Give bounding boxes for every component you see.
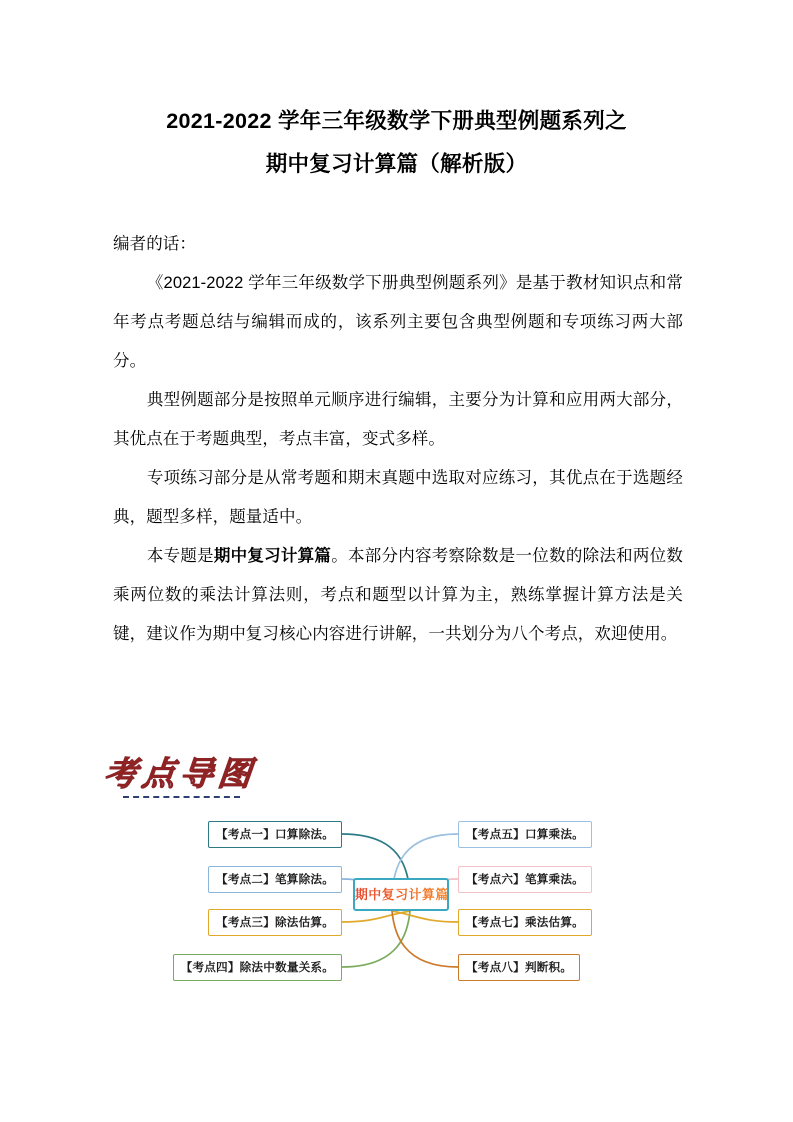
mindmap-node-left-3-label: 【考点三】除法估算。 bbox=[216, 916, 334, 929]
paragraph-4-prefix: 本专题是 bbox=[146, 547, 214, 565]
mindmap-center-label: 期中复习计算篇 bbox=[355, 887, 449, 902]
page-title bbox=[113, 100, 680, 186]
mindmap-node-left-4-label: 【考点四】除法中数量关系。 bbox=[180, 961, 334, 974]
mindmap-node-left-2[interactable] bbox=[208, 866, 342, 893]
paragraph-4 bbox=[113, 537, 683, 654]
document-body bbox=[113, 225, 683, 654]
mindmap-diagram bbox=[110, 812, 640, 992]
title-line-2: 期中复习计算篇（解析版） bbox=[265, 152, 528, 176]
mindmap-node-right-3-label: 【考点七】乘法估算。 bbox=[466, 916, 584, 929]
mindmap-node-right-3[interactable] bbox=[458, 909, 592, 936]
wordart-title: 考点导图 bbox=[102, 752, 259, 796]
mindmap-center-node[interactable] bbox=[353, 878, 449, 911]
mindmap-node-right-1[interactable] bbox=[458, 821, 592, 848]
editor-note-label: 编者的话： bbox=[113, 235, 196, 253]
mindmap-node-right-4-label: 【考点八】判断积。 bbox=[466, 961, 573, 974]
mindmap-node-left-4[interactable] bbox=[173, 954, 342, 981]
connector-right-3 bbox=[392, 911, 458, 922]
section-heading bbox=[104, 752, 324, 810]
mindmap-node-left-1-label: 【考点一】口算除法。 bbox=[216, 828, 334, 841]
mindmap-node-right-2-label: 【考点六】笔算乘法。 bbox=[466, 873, 584, 886]
mindmap-node-right-1-label: 【考点五】口算乘法。 bbox=[466, 828, 584, 841]
mindmap-node-left-3[interactable] bbox=[208, 909, 342, 936]
paragraph-1: 《2021-2022 学年三年级数学下册典型例题系列》是基于教材知识点和常年考点考题总结与编辑而成的，该系列主要包含典型例题和专项练习两大部分。 bbox=[113, 274, 683, 370]
title-line-1: 2021-2022 学年三年级数学下册典型例题系列之 bbox=[166, 109, 627, 133]
paragraph-2: 典型例题部分是按照单元顺序进行编辑，主要分为计算和应用两大部分，其优点在于考题典型，考点丰富，变式多样。 bbox=[113, 391, 683, 448]
paragraph-3: 专项练习部分是从常考题和期末真题中选取对应练习，其优点在于选题经典，题型多样，题量适中。 bbox=[113, 469, 683, 526]
wordart-dashed-underline bbox=[123, 796, 240, 798]
mindmap-node-right-2[interactable] bbox=[458, 866, 592, 893]
mindmap-node-left-2-label: 【考点二】笔算除法。 bbox=[216, 873, 334, 886]
mindmap-node-left-1[interactable] bbox=[208, 821, 342, 848]
paragraph-4-suffix: 。本部分内容考察除数是一位数的除法和两位数乘两位数的乘法计算法则，考点和题型以计算为主，熟练掌握计算方法是关键，建议作为期中复习核心内容进行讲解，一共划分为八个考点，欢迎使用。 bbox=[113, 547, 683, 643]
paragraph-4-bold-topic: 期中复习计算篇 bbox=[213, 547, 332, 565]
mindmap-node-right-4[interactable] bbox=[458, 954, 580, 981]
